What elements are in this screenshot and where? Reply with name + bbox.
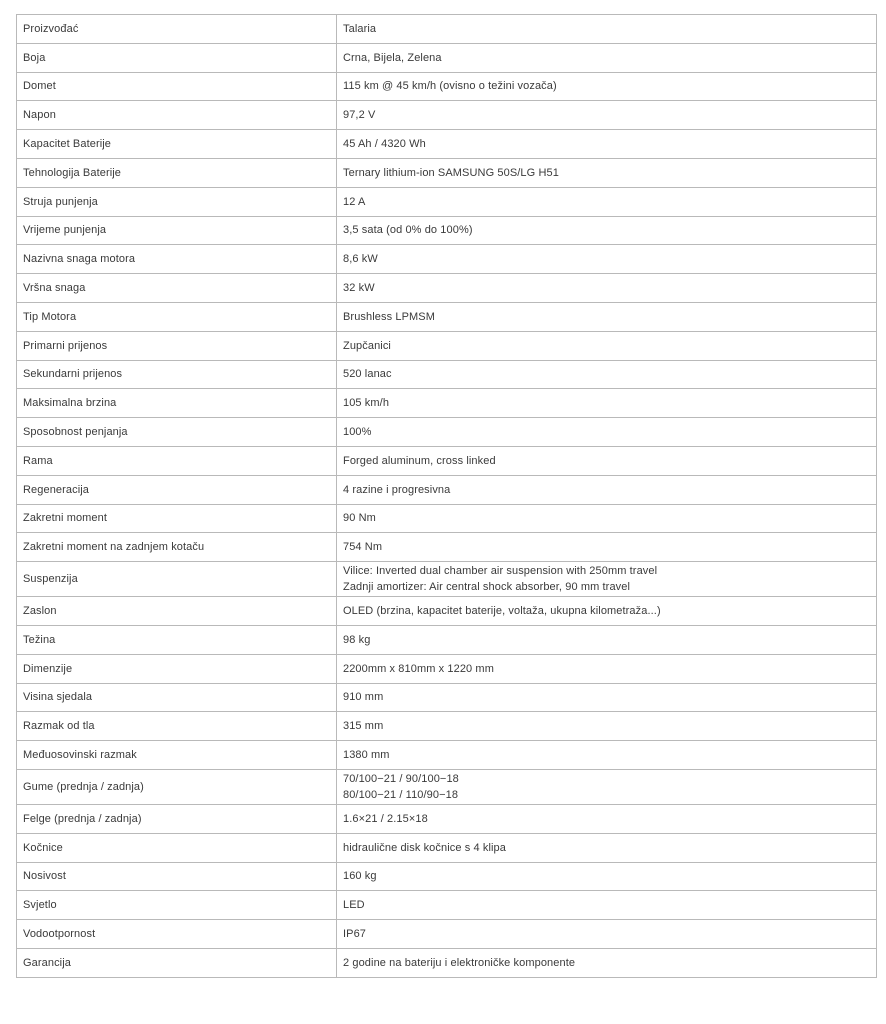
spec-label: Domet (17, 72, 337, 101)
spec-row (17, 504, 877, 533)
spec-value-line: 3,5 sata (od 0% do 100%) (343, 224, 473, 237)
spec-label: Vrijeme punjenja (17, 216, 337, 245)
spec-value (337, 446, 877, 475)
spec-row (17, 389, 877, 418)
spec-label: Regeneracija (17, 475, 337, 504)
spec-value-line: Crna, Bijela, Zelena (343, 51, 442, 64)
spec-row (17, 533, 877, 562)
spec-value (337, 187, 877, 216)
spec-row (17, 187, 877, 216)
spec-value-line: 2200mm x 810mm x 1220 mm (343, 662, 494, 675)
spec-label: Gume (prednja / zadnja) (17, 769, 337, 804)
spec-value-line: Talaria (343, 22, 377, 35)
spec-label: Svjetlo (17, 891, 337, 920)
spec-value (337, 158, 877, 187)
spec-value (337, 654, 877, 683)
spec-value (337, 533, 877, 562)
spec-value (337, 891, 877, 920)
spec-label: Primarni prijenos (17, 331, 337, 360)
spec-row (17, 216, 877, 245)
spec-value (337, 245, 877, 274)
spec-row (17, 158, 877, 187)
spec-value (337, 274, 877, 303)
spec-value-line: 160 kg (343, 870, 377, 883)
spec-value (337, 625, 877, 654)
spec-value-line: Zupčanici (343, 339, 391, 352)
spec-row (17, 446, 877, 475)
spec-label: Kočnice (17, 833, 337, 862)
spec-label: Razmak od tla (17, 712, 337, 741)
spec-row (17, 101, 877, 130)
spec-label: Suspenzija (17, 562, 337, 597)
spec-value-line: 32 kW (343, 282, 375, 295)
spec-value (337, 331, 877, 360)
spec-label: Kapacitet Baterije (17, 130, 337, 159)
spec-value-line: LED (343, 899, 365, 912)
spec-row (17, 741, 877, 770)
spec-value (337, 101, 877, 130)
spec-value (337, 562, 877, 597)
spec-row (17, 625, 877, 654)
spec-value (337, 920, 877, 949)
spec-label: Napon (17, 101, 337, 130)
spec-value-line: 315 mm (343, 720, 384, 733)
spec-value-line: 1380 mm (343, 749, 390, 762)
spec-value (337, 948, 877, 977)
spec-value-line: 80/100−21 / 110/90−18 (343, 788, 459, 801)
spec-value-line: 8,6 kW (343, 253, 378, 266)
spec-label: Proizvođać (17, 15, 337, 44)
spec-value-line: 97,2 V (343, 109, 376, 122)
spec-label: Zakretni moment (17, 504, 337, 533)
spec-value (337, 360, 877, 389)
spec-label: Vodootpornost (17, 920, 337, 949)
spec-row (17, 862, 877, 891)
spec-value (337, 302, 877, 331)
spec-value-line: 90 Nm (343, 512, 376, 525)
spec-value (337, 769, 877, 804)
spec-value-line: 70/100−21 / 90/100−18 (343, 772, 459, 785)
spec-row (17, 418, 877, 447)
spec-row (17, 302, 877, 331)
spec-label: Težina (17, 625, 337, 654)
spec-row (17, 597, 877, 626)
spec-value (337, 683, 877, 712)
spec-value-line: 1.6×21 / 2.15×18 (343, 812, 428, 825)
spec-value-line: Ternary lithium-ion SAMSUNG 50S/LG H51 (343, 166, 559, 179)
spec-value (337, 712, 877, 741)
spec-value-line: 4 razine i progresivna (343, 483, 451, 496)
spec-label: Zakretni moment na zadnjem kotaču (17, 533, 337, 562)
spec-value-line: Brushless LPMSM (343, 310, 435, 323)
spec-row (17, 833, 877, 862)
specifications-table-body (17, 15, 877, 978)
spec-value (337, 43, 877, 72)
spec-label: Maksimalna brzina (17, 389, 337, 418)
spec-value-line: hidraulične disk kočnice s 4 klipa (343, 841, 506, 854)
spec-value-line: OLED (brzina, kapacitet baterije, voltaža, ukupna kilometraža...) (343, 605, 661, 618)
spec-label: Sekundarni prijenos (17, 360, 337, 389)
spec-value-line: 105 km/h (343, 397, 390, 410)
spec-value (337, 130, 877, 159)
spec-value (337, 804, 877, 833)
spec-row (17, 948, 877, 977)
spec-value (337, 475, 877, 504)
spec-value (337, 15, 877, 44)
spec-row (17, 654, 877, 683)
spec-row (17, 360, 877, 389)
spec-label: Nosivost (17, 862, 337, 891)
spec-label: Tehnologija Baterije (17, 158, 337, 187)
spec-row (17, 683, 877, 712)
spec-row (17, 331, 877, 360)
spec-value-line: 98 kg (343, 633, 371, 646)
spec-label: Boja (17, 43, 337, 72)
spec-label: Zaslon (17, 597, 337, 626)
spec-label: Struja punjenja (17, 187, 337, 216)
spec-value (337, 389, 877, 418)
spec-row (17, 72, 877, 101)
spec-value-line: 2 godine na bateriju i elektroničke komponente (343, 956, 576, 969)
spec-value-line: 100% (343, 426, 372, 439)
spec-label: Felge (prednja / zadnja) (17, 804, 337, 833)
spec-label: Nazivna snaga motora (17, 245, 337, 274)
spec-value-line: Vilice: Inverted dual chamber air suspension with 250mm travel (343, 565, 658, 578)
spec-value (337, 504, 877, 533)
spec-row (17, 245, 877, 274)
spec-value-line: 754 Nm (343, 541, 383, 554)
spec-label: Dimenzije (17, 654, 337, 683)
spec-row (17, 15, 877, 44)
spec-row (17, 562, 877, 597)
spec-row (17, 130, 877, 159)
spec-row (17, 920, 877, 949)
spec-value (337, 72, 877, 101)
spec-row (17, 43, 877, 72)
spec-label: Međuosovinski razmak (17, 741, 337, 770)
spec-value-line: Forged aluminum, cross linked (343, 454, 496, 467)
spec-row (17, 804, 877, 833)
spec-value (337, 216, 877, 245)
spec-label: Visina sjedala (17, 683, 337, 712)
spec-value (337, 418, 877, 447)
spec-value-line: IP67 (343, 928, 367, 940)
spec-row (17, 475, 877, 504)
spec-row (17, 891, 877, 920)
spec-row (17, 712, 877, 741)
spec-label: Tip Motora (17, 302, 337, 331)
spec-value-line: 45 Ah / 4320 Wh (343, 138, 426, 151)
spec-row (17, 274, 877, 303)
spec-value-line: 520 lanac (343, 368, 392, 381)
spec-label: Sposobnost penjanja (17, 418, 337, 447)
spec-value (337, 741, 877, 770)
specifications-table (16, 14, 877, 978)
spec-value (337, 862, 877, 891)
spec-value (337, 833, 877, 862)
spec-value-line: 910 mm (343, 691, 384, 704)
spec-label: Vršna snaga (17, 274, 337, 303)
spec-value-line: 12 A (343, 195, 366, 208)
spec-value-line: Zadnji amortizer: Air central shock absorber, 90 mm travel (343, 581, 631, 594)
spec-row (17, 769, 877, 804)
spec-value (337, 597, 877, 626)
spec-value-line: 115 km @ 45 km/h (ovisno o težini vozača) (343, 80, 557, 93)
spec-label: Rama (17, 446, 337, 475)
spec-label: Garancija (17, 948, 337, 977)
